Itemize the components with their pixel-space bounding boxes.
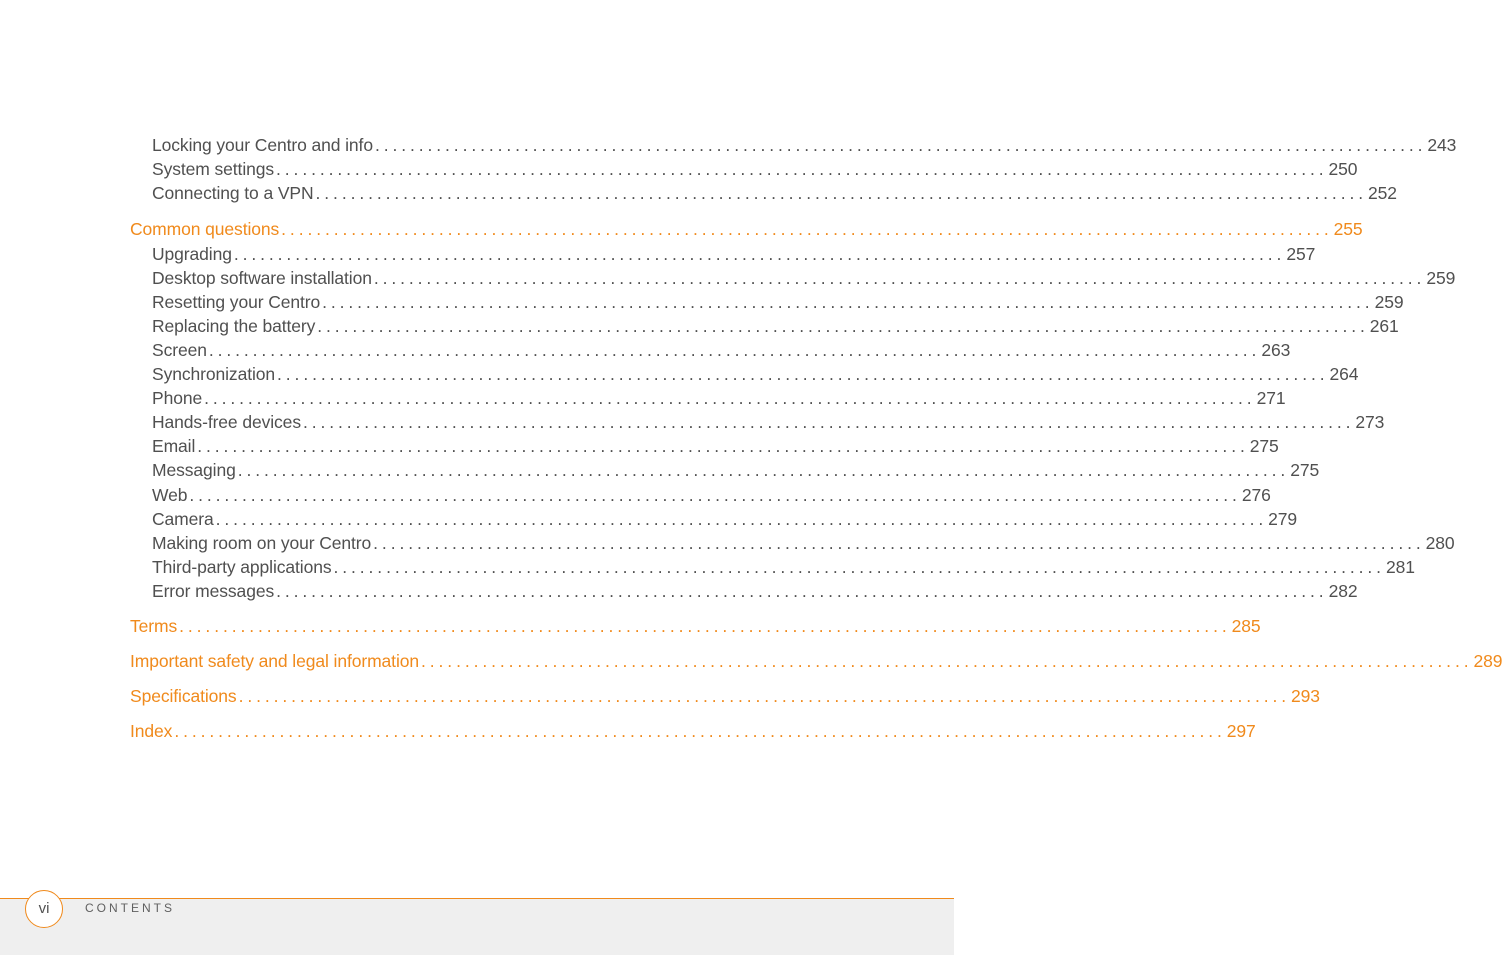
toc-entry-page: 276 [1241, 485, 1271, 505]
toc-entry-title: Connecting to a VPN [152, 183, 314, 203]
toc-entry-title: Replacing the battery [152, 316, 316, 336]
toc-entry[interactable] [152, 291, 1404, 313]
toc-entry-title: Locking your Centro and info [152, 135, 373, 155]
toc-entry-page: 279 [1268, 509, 1298, 529]
toc-section-page: 297 [1226, 721, 1256, 741]
toc-entry-page: 243 [1427, 135, 1457, 155]
toc-entry-title: Making room on your Centro [152, 533, 372, 553]
toc-section-page: 293 [1291, 686, 1320, 706]
dot-leader: ........................................................................................................................ [317, 316, 1369, 336]
toc-section-page: 285 [1231, 616, 1261, 636]
toc-section-title: Terms [130, 616, 178, 636]
toc-entry-title: Hands-free devices [152, 412, 301, 432]
toc-entry[interactable] [152, 459, 1320, 481]
toc-entry[interactable] [152, 182, 1397, 204]
dot-leader: ........................................................................................................................ [238, 686, 1291, 706]
dot-leader: ........................................................................................................................ [208, 340, 1261, 360]
page-number-badge: vi [25, 890, 63, 928]
toc-entry-title: Camera [152, 509, 214, 529]
toc-entry-title: Resetting your Centro [152, 292, 321, 312]
dot-leader: ........................................................................................................................ [197, 436, 1249, 456]
toc-entry[interactable] [152, 411, 1385, 433]
toc-entry-page: 252 [1367, 183, 1397, 203]
toc-entry[interactable] [152, 484, 1271, 506]
dot-leader: ........................................................................................................................ [333, 557, 1385, 577]
toc-entry[interactable] [152, 580, 1358, 602]
toc-section-entry[interactable] [130, 720, 1256, 742]
toc-entry-title: Email [152, 436, 196, 456]
dot-leader: ........................................................................................................................ [276, 581, 1328, 601]
toc-entry-title: Messaging [152, 460, 236, 480]
section-label: CONTENTS [85, 901, 175, 915]
toc-entry-title: Screen [152, 340, 207, 360]
dot-leader: ........................................................................................................................ [374, 135, 1427, 155]
toc-entry-page: 271 [1256, 388, 1286, 408]
toc-entry-page: 280 [1425, 533, 1455, 553]
dot-leader: ........................................................................................................................ [421, 651, 1473, 671]
dot-leader: ........................................................................................................................ [204, 388, 1256, 408]
toc-entry-title: Error messages [152, 581, 275, 601]
dot-leader: ........................................................................................................................ [233, 244, 1286, 264]
toc-entry-title: System settings [152, 159, 275, 179]
toc-entry[interactable] [152, 158, 1358, 180]
dot-leader: ........................................................................................................................ [281, 219, 1333, 239]
toc-entry-page: 273 [1355, 412, 1385, 432]
toc-section-title: Common questions [130, 219, 280, 239]
toc-entry-page: 275 [1249, 436, 1279, 456]
toc-entry-page: 261 [1369, 316, 1399, 336]
toc-entry[interactable] [152, 363, 1359, 385]
dot-leader: ........................................................................................................................ [315, 183, 1367, 203]
toc-entry[interactable] [152, 556, 1415, 578]
dot-leader: ........................................................................................................................ [322, 292, 1374, 312]
toc-section-title: Specifications [130, 686, 237, 706]
dot-leader: ........................................................................................................................ [179, 616, 1231, 636]
toc-section-title: Index [130, 721, 173, 741]
toc-entry[interactable] [152, 508, 1298, 530]
toc-entry-title: Web [152, 485, 188, 505]
toc-section-entry[interactable] [130, 615, 1261, 637]
toc-entry[interactable] [152, 435, 1279, 457]
toc-section-entry[interactable] [130, 685, 1320, 707]
toc-entry-page: 275 [1290, 460, 1320, 480]
toc-entry-title: Phone [152, 388, 203, 408]
toc-section-page: 289 [1473, 651, 1502, 671]
toc-entry-page: 264 [1329, 364, 1359, 384]
toc-entry-title: Upgrading [152, 244, 232, 264]
dot-leader: ........................................................................................................................ [302, 412, 1355, 432]
dot-leader: ........................................................................................................................ [276, 159, 1328, 179]
toc-entry[interactable] [152, 532, 1455, 554]
toc-entry-title: Desktop software installation [152, 268, 372, 288]
toc-section-entry[interactable] [130, 218, 1363, 240]
toc-entry-page: 257 [1286, 244, 1316, 264]
toc-section-page: 255 [1333, 219, 1363, 239]
toc-entry-title: Synchronization [152, 364, 276, 384]
toc-entry-page: 259 [1426, 268, 1456, 288]
dot-leader: ........................................................................................................................ [189, 485, 1241, 505]
dot-leader: ........................................................................................................................ [373, 533, 1425, 553]
toc-entry-page: 282 [1328, 581, 1358, 601]
dot-leader: ........................................................................................................................ [277, 364, 1329, 384]
toc-entry-page: 259 [1374, 292, 1404, 312]
dot-leader: ........................................................................................................................ [174, 721, 1226, 741]
toc-entry[interactable] [152, 315, 1399, 337]
toc-entry-page: 281 [1385, 557, 1415, 577]
toc-entry-title: Third-party applications [152, 557, 332, 577]
dot-leader: ........................................................................................................................ [237, 460, 1290, 480]
toc-entry[interactable] [152, 387, 1286, 409]
toc-entry[interactable] [152, 339, 1291, 361]
toc-entry[interactable] [152, 134, 1457, 156]
dot-leader: ........................................................................................................................ [373, 268, 1426, 288]
toc-entry[interactable] [152, 243, 1316, 265]
toc-section-title: Important safety and legal information [130, 651, 420, 671]
toc-section-entry[interactable] [130, 650, 1502, 672]
toc-entry-page: 263 [1261, 340, 1291, 360]
dot-leader: ........................................................................................................................ [215, 509, 1268, 529]
toc-entry[interactable] [152, 267, 1456, 289]
toc-entry-page: 250 [1328, 159, 1358, 179]
